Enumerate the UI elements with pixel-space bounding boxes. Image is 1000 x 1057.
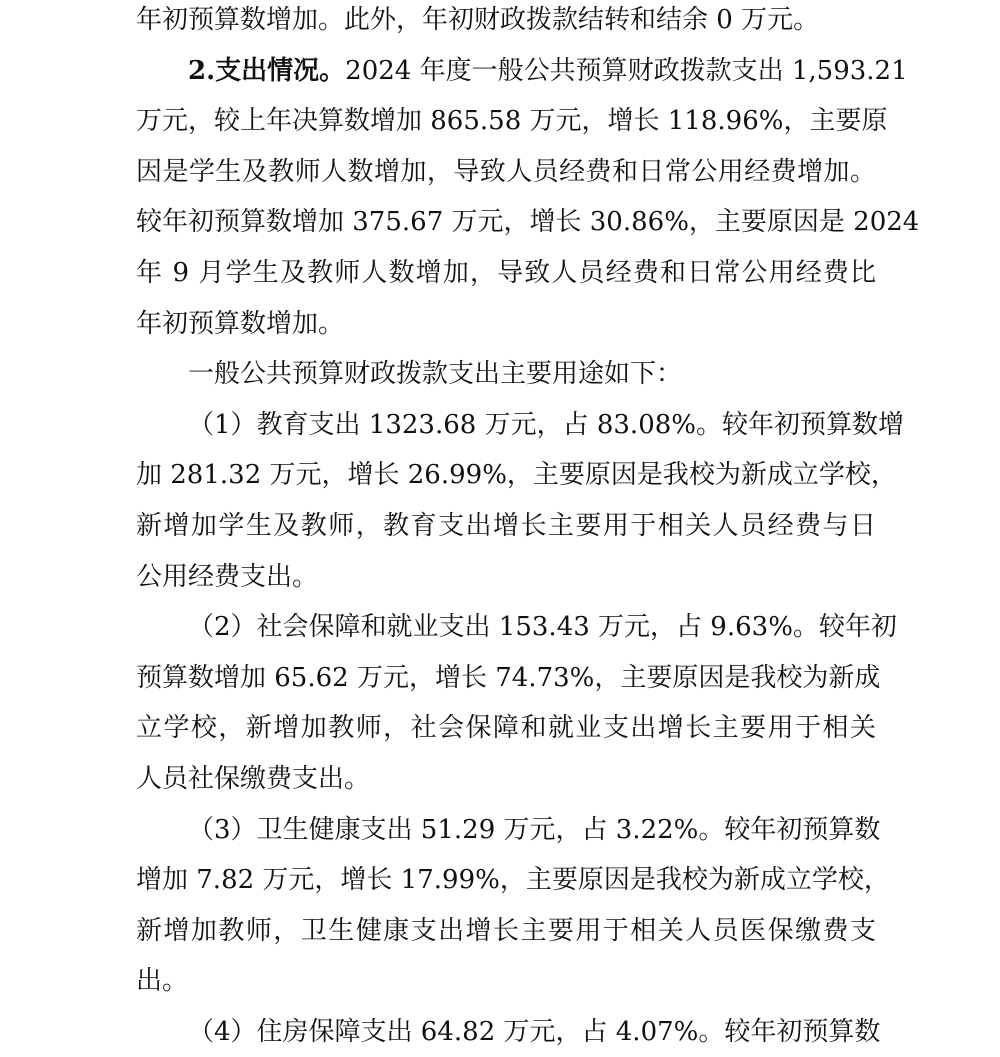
paragraph-line: 较年初预算数增加 375.67 万元，增长 30.86%，主要原因是 2024 bbox=[136, 207, 920, 238]
paragraph-line: 年初预算数增加。此外，年初财政拨款结转和结余 0 万元。 bbox=[136, 5, 820, 35]
paragraph-line: （4）住房保障支出 64.82 万元，占 4.07%。较年初预算数 bbox=[188, 1016, 881, 1047]
paragraph-line: 因是学生及教师人数增加，导致人员经费和日常公用经费增加。 bbox=[136, 156, 876, 187]
paragraph-line: 公用经费支出。 bbox=[136, 561, 319, 592]
paragraph-line: 出。 bbox=[136, 966, 189, 997]
paragraph-line: 增加 7.82 万元，增长 17.99%，主要原因是我校为新成立学校， bbox=[136, 865, 890, 896]
paragraph-text: 2024 年度一般公共预算财政拨款支出 1,593.21 bbox=[345, 55, 908, 86]
paragraph-line: 万元，较上年决算数增加 865.58 万元，增长 118.96%，主要原 bbox=[136, 106, 888, 137]
paragraph-line: （1）教育支出 1323.68 万元，占 83.08%。较年初预算数增 bbox=[188, 409, 904, 440]
paragraph-line: （2）社会保障和就业支出 153.43 万元，占 9.63%。较年初 bbox=[188, 612, 897, 643]
paragraph-line bbox=[136, 46, 908, 97]
paragraph-line: 预算数增加 65.62 万元，增长 74.73%，主要原因是我校为新成 bbox=[136, 662, 881, 693]
paragraph-line: （3）卫生健康支出 51.29 万元，占 3.22%。较年初预算数 bbox=[188, 814, 881, 845]
paragraph-line: 年初预算数增加。 bbox=[136, 308, 345, 339]
section-heading: 2.支出情况。 bbox=[188, 55, 346, 86]
document-body bbox=[136, 0, 920, 1057]
paragraph-line: 新增加教师，卫生健康支出增长主要用于相关人员医保缴费支 bbox=[136, 915, 876, 946]
paragraph-line: 人员社保缴费支出。 bbox=[136, 763, 371, 794]
paragraph-line: 立学校，新增加教师，社会保障和就业支出增长主要用于相关 bbox=[136, 713, 876, 744]
paragraph-line: 新增加学生及教师，教育支出增长主要用于相关人员经费与日 bbox=[136, 510, 876, 541]
paragraph-line: 一般公共预算财政拨款支出主要用途如下： bbox=[188, 359, 683, 390]
paragraph-line: 加 281.32 万元，增长 26.99%，主要原因是我校为新成立学校， bbox=[136, 460, 897, 491]
paragraph-line: 年 9 月学生及教师人数增加，导致人员经费和日常公用经费比 bbox=[136, 257, 876, 288]
